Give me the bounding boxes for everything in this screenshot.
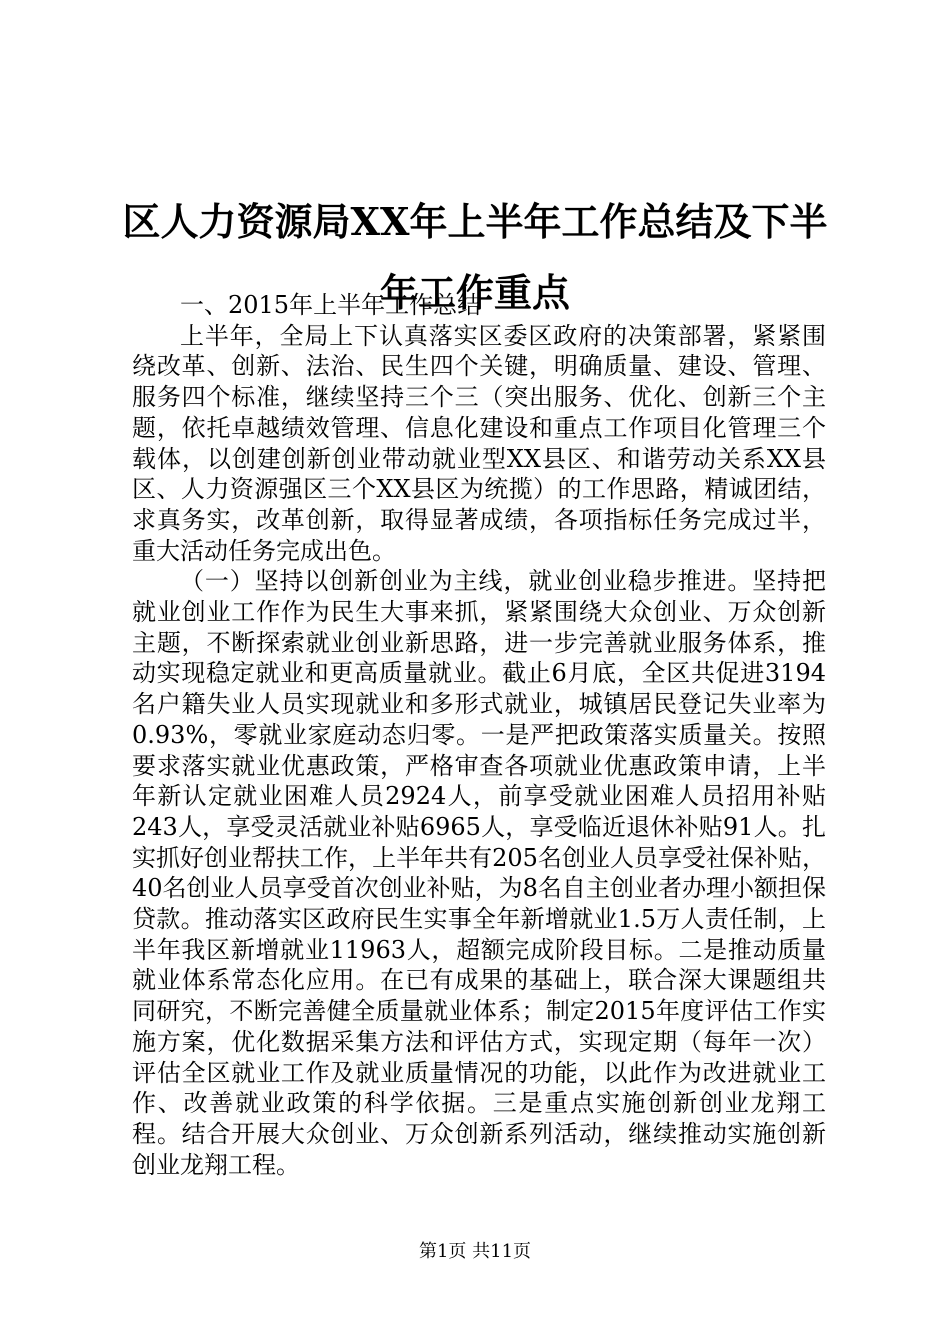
document-body [132, 290, 826, 1180]
document-title: 区人力资源局XX年上半年工作总结及下半年工作重点 [122, 199, 828, 315]
body-paragraph: 上半年，全局上下认真落实区委区政府的决策部署，紧紧围绕改革、创新、法治、民生四个关键，明确质量、建设、管理、服务四个标准，继续坚持三个三（突出服务、优化、创新三个主题，依托卓越绩效管理、信息化建设和重点工作项目化管理三个载体，以创建创新创业带动就业型XX县区、和谐劳动关系XX县区、人力资源强区三个XX县区为统揽）的工作思路，精诚团结，求真务实，改革创新，取得显著成绩，各项指标任务完成过半，重大活动任务完成出色。 [132, 321, 826, 565]
body-paragraph: （一）坚持以创新创业为主线，就业创业稳步推进。坚持把就业创业工作作为民生大事来抓，紧紧围绕大众创业、万众创新主题，不断探索就业创业新思路，进一步完善就业服务体系，推动实现稳定就业和更高质量就业。截止6月底，全区共促进3194名户籍失业人员实现就业和多形式就业，城镇居民登记失业率为0.93%，零就业家庭动态归零。一是严把政策落实质量关。按照要求落实就业优惠政策，严格审查各项就业优惠政策申请，上半年新认定就业困难人员2924人，前享受就业困难人员招用补贴243人，享受灵活就业补贴6965人，享受临近退休补贴91人。扎实抓好创业帮扶工作，上半年共有205名创业人员享受社保补贴，40名创业人员享受首次创业补贴，为8名自主创业者办理小额担保贷款。推动落实区政府民生实事全年新增就业1.5万人责任制，上半年我区新增就业11963人，超额完成阶段目标。二是推动质量就业体系常态化应用。在已有成果的基础上，联合深大课题组共同研究，不断完善健全质量就业体系；制定2015年度评估工作实施方案，优化数据采集方法和评估方式，实现定期（每年一次）评估全区就业工作及就业质量情况的功能，以此作为改进就业工作、改善就业政策的科学依据。三是重点实施创新创业龙翔工程。结合开展大众创业、万众创新系列活动，继续推动实施创新创业龙翔工程。 [132, 567, 826, 1179]
section-heading: 一、2015年上半年工作总结 [180, 291, 482, 319]
page-number: 第1页 共11页 [418, 1241, 532, 1262]
